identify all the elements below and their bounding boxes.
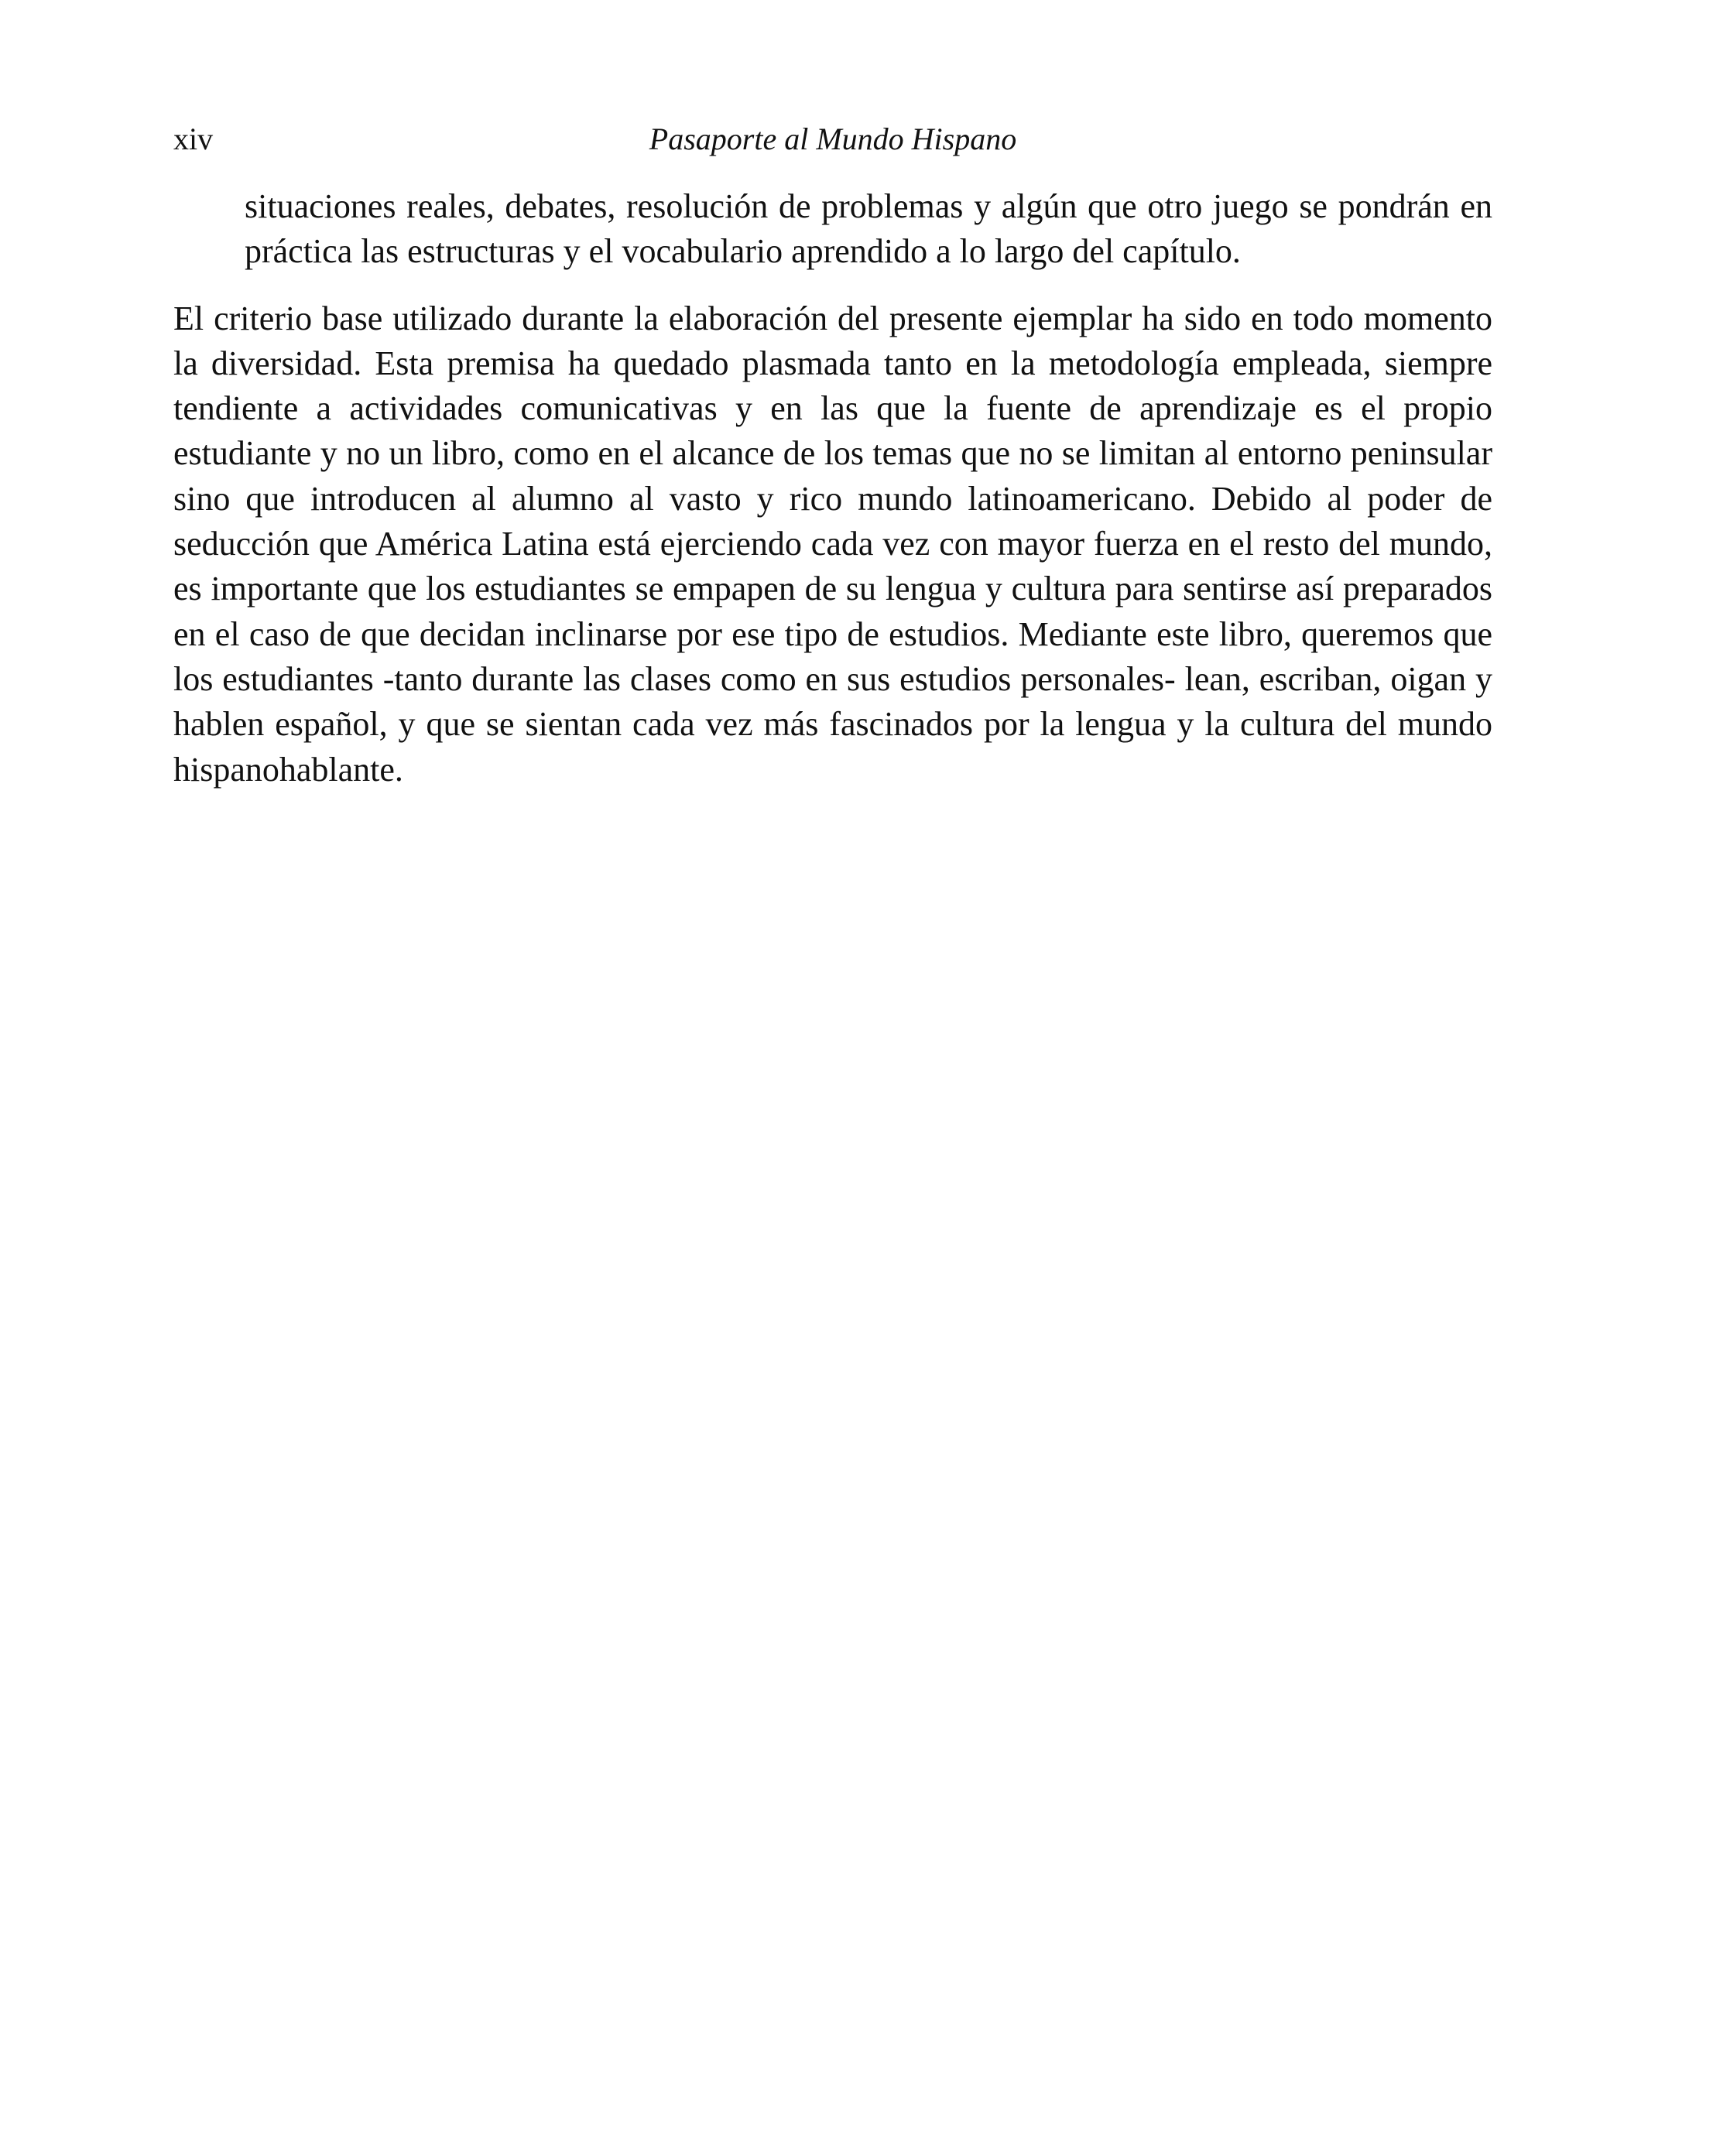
page-body [173, 184, 1492, 792]
continuation-paragraph: situaciones reales, debates, resolución de problemas y algún que otro juego se pondrán en práctica las estructuras y el vocabulario aprendido a lo largo del capítulo. [245, 187, 1492, 271]
page-number: xiv [173, 121, 214, 156]
running-title: Pasaporte al Mundo Hispano [649, 121, 1017, 156]
page-header [173, 116, 1492, 163]
main-paragraph: El criterio base utilizado durante la elaboración del presente ejemplar ha sido en todo momento la diversidad. Esta premisa ha quedado plasmada tanto en la metodología empleada, siempre tendiente a actividades comunicativas y en las que la fuente de aprendizaje es el propio estudiante y no un libro, como en el alcance de los temas que no se limitan al entorno peninsular sino que introducen al alumno al vasto y rico mundo latinoamericano. Debido al poder de seducción que América Latina está ejerciendo cada vez con mayor fuerza en el resto del mundo, es importante que los estudiantes se empapen de su lengua y cultura para sentirse así preparados en el caso de que decidan inclinarse por ese tipo de estudios. Mediante este libro, queremos que los estudiantes -tanto durante las clases como en sus estudios personales- lean, escriban, oigan y hablen español, y que se sientan cada vez más fascinados por la lengua y la cultura del mundo hispanohablante. [173, 299, 1492, 789]
